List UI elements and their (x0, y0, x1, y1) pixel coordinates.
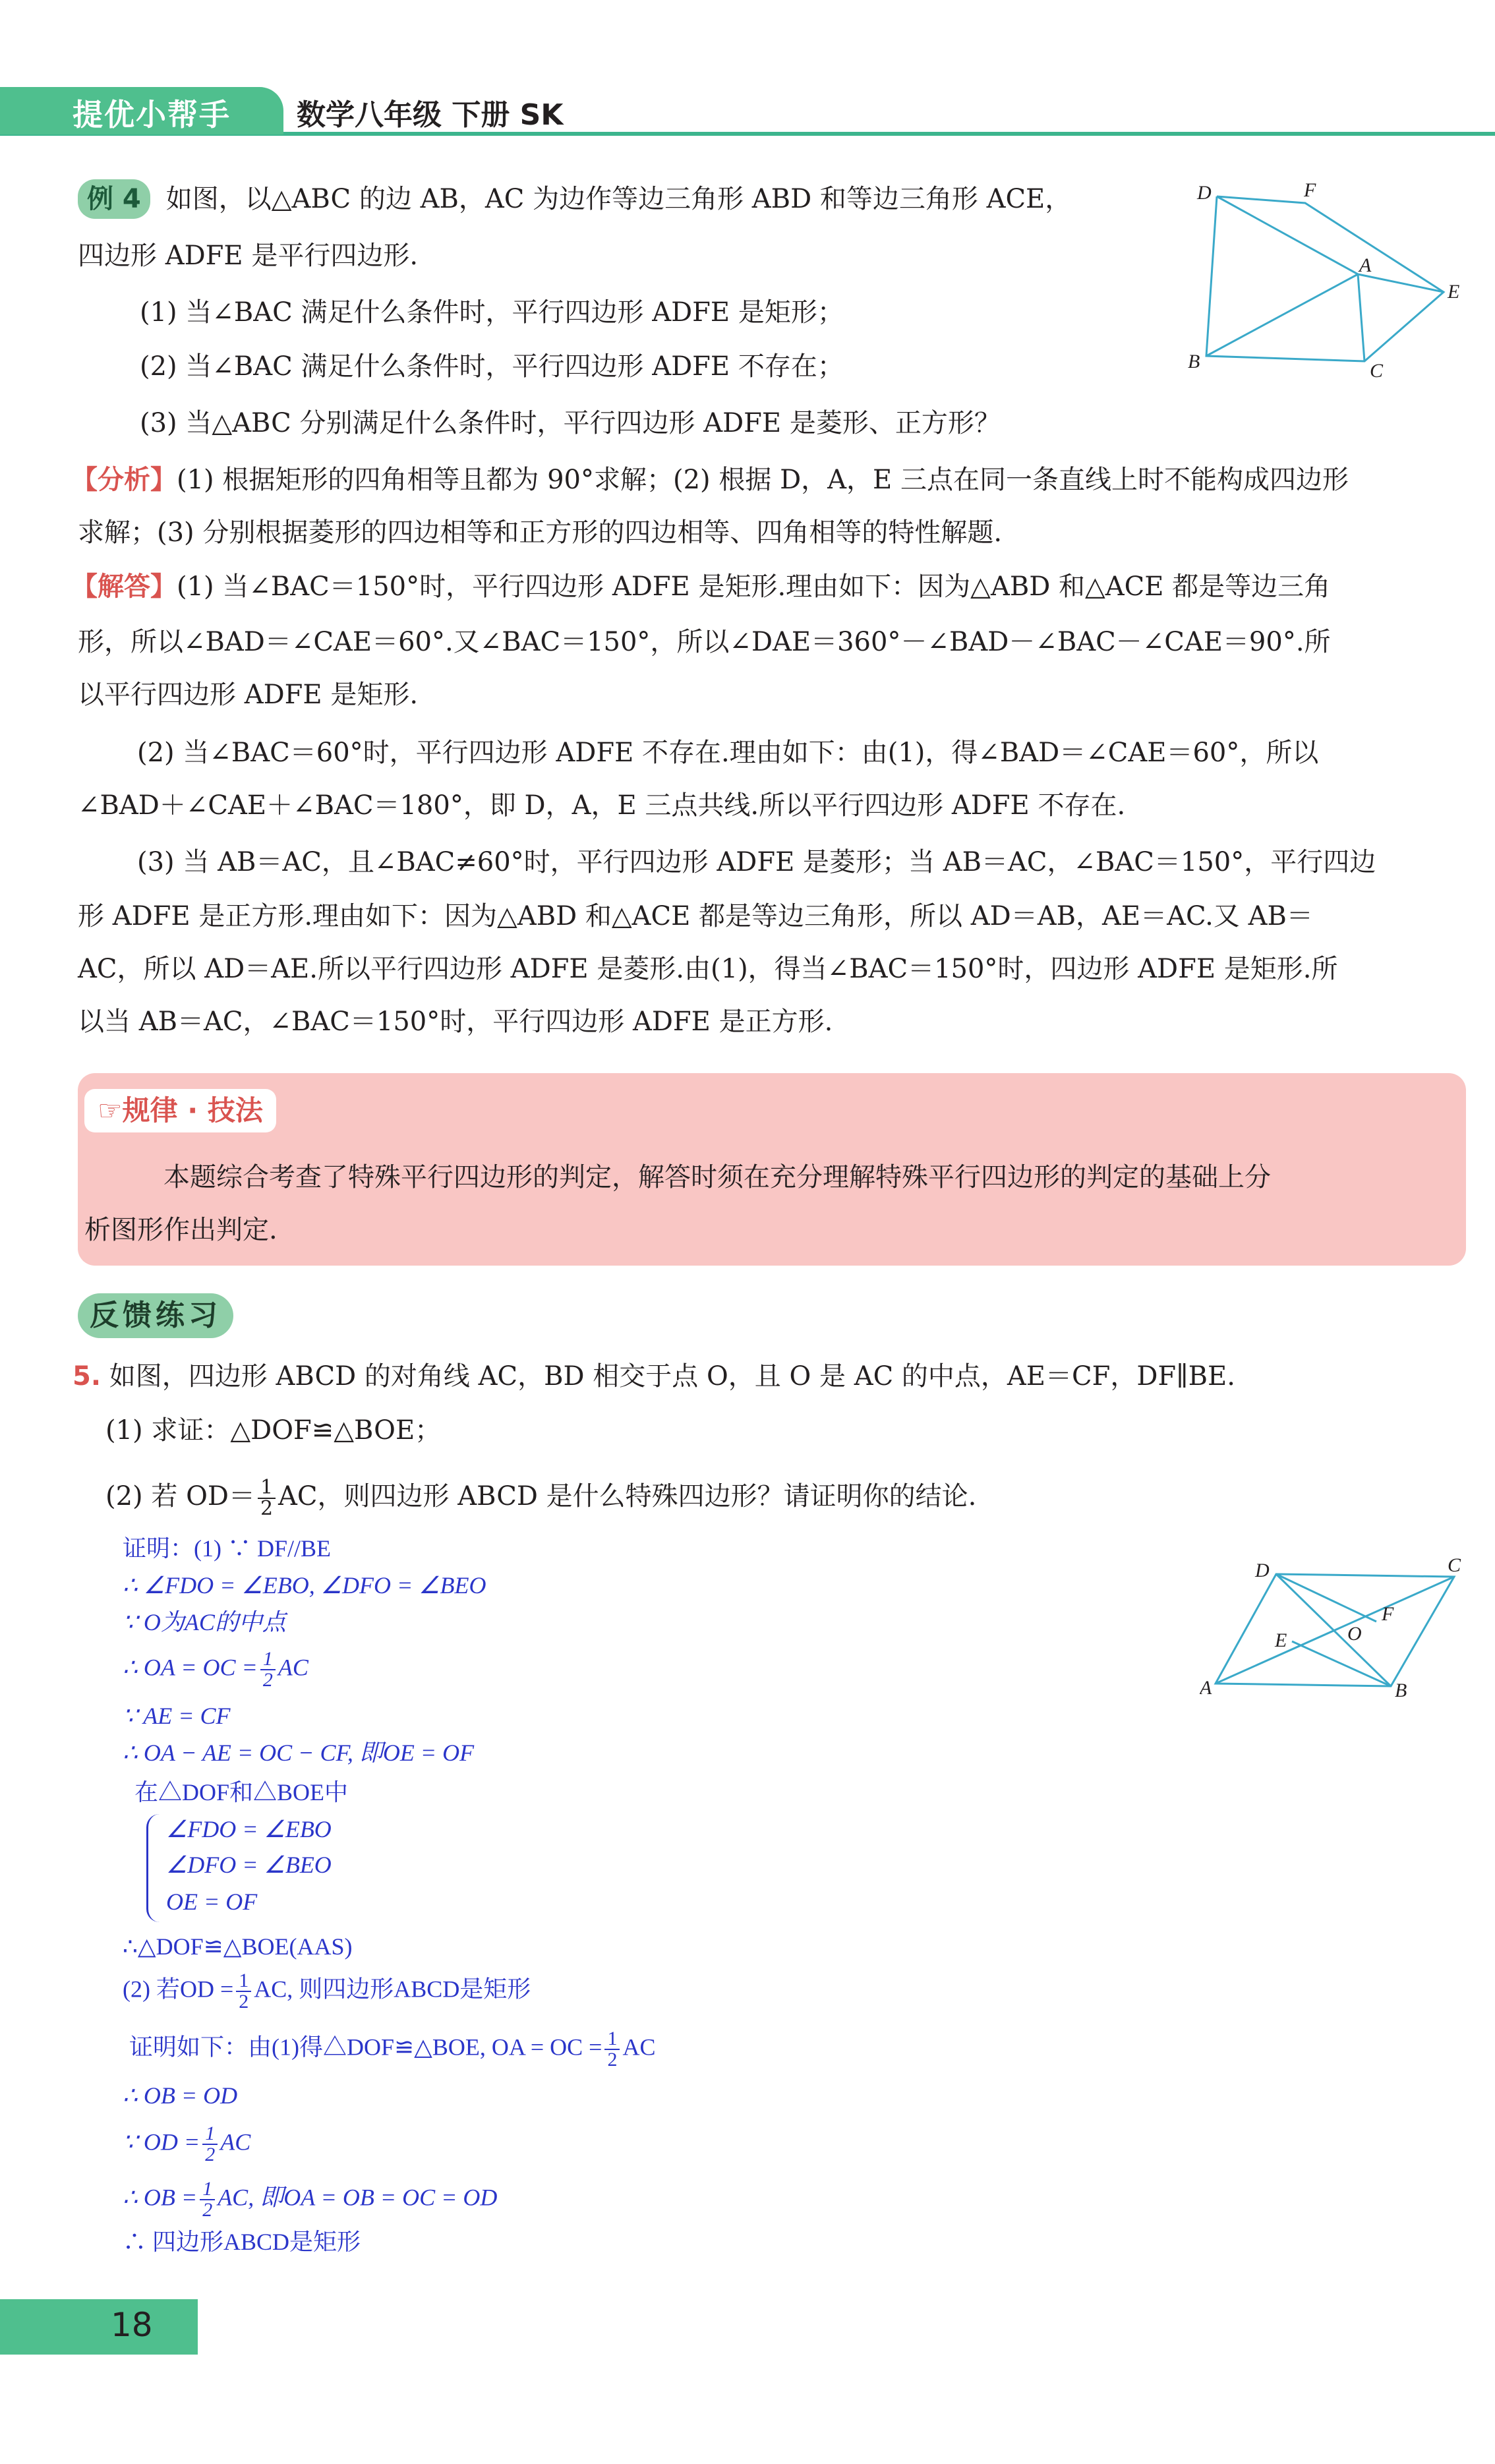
fig2-label-O: O (1347, 1623, 1362, 1645)
answer-line-1: 证明：(1) ∵ DF//BE (123, 1535, 332, 1562)
fig2-DF (1276, 1574, 1376, 1622)
answer-line-3: ∵ O为AC的中点 (123, 1609, 286, 1635)
example-line-1 (78, 179, 1071, 219)
solution-line-5: ∠BAD＋∠CAE＋∠BAC＝180°，即 D，A，E 三点共线.所以平行四边形 ADFE 不存在. (78, 790, 1126, 821)
answer-line-10: OE = OF (166, 1889, 258, 1915)
problem5-q2-post: AC，则四边形 ABCD 是什么特殊四边形？请证明你的结论. (278, 1481, 977, 1511)
solution-line-6: (3) 当 AB＝AC，且∠BAC≠60°时，平行四边形 ADFE 是菱形；当 AB＝AC，∠BAC＝150°，平行四边 (137, 847, 1376, 877)
frac-num: 1 (200, 2179, 215, 2200)
fig1-label-B: B (1188, 351, 1200, 372)
frac-den: 2 (262, 1669, 273, 1691)
answer-line-13-half (604, 2029, 620, 2070)
answer-line-9: ∠DFO = ∠BEO (166, 1852, 332, 1878)
solution-line-8: AC，所以 AD＝AE.所以平行四边形 ADFE 是菱形.由(1)，得当∠BAC＝150°时，四边形 ADFE 是矩形.所 (78, 954, 1338, 984)
answer-line-5: ∵ AE = CF (123, 1703, 231, 1729)
answer-line-15-post: AC (220, 2128, 251, 2156)
solution-line-3: 以平行四边形 ADFE 是矩形. (78, 680, 419, 710)
figure-triangle-parallelogram (1187, 177, 1470, 388)
answer-line-12 (123, 1971, 531, 2012)
frac-num: 1 (604, 2029, 620, 2050)
problem5-q1: (1) 求证：△DOF≌△BOE； (105, 1415, 442, 1446)
answer-line-4-half (260, 1649, 276, 1690)
tip-tag: ☞规律 · 技法 (84, 1089, 276, 1132)
frac-den: 2 (239, 1991, 249, 2012)
fig2-DB (1276, 1574, 1391, 1686)
answer-line-16 (123, 2179, 497, 2220)
frac-num: 1 (260, 1649, 276, 1670)
analysis-line-1 (71, 460, 1349, 500)
answer-line-13-pre: 证明如下：由(1)得△DOF≌△BOE, OA = OC = (129, 2034, 602, 2061)
answer-line-7: 在△DOF和△BOE中 (134, 1779, 349, 1805)
book-title: 数学八年级 下册 SK (297, 98, 564, 132)
answer-line-2: ∴ ∠FDO = ∠EBO, ∠DFO = ∠BEO (123, 1572, 486, 1599)
solution-line-1 (71, 567, 1330, 606)
solution-line-4: (2) 当∠BAC＝60°时，平行四边形 ADFE 不存在.理由如下：由(1)，得∠BAD＝∠CAE＝60°，所以 (137, 738, 1319, 768)
answer-line-11: ∴△DOF≌△BOE(AAS) (123, 1933, 353, 1960)
example-q1: (1) 当∠BAC 满足什么条件时，平行四边形 ADFE 是矩形； (140, 297, 844, 328)
page-number: 18 (111, 2306, 153, 2344)
frac-num: 1 (258, 1478, 276, 1499)
header-tab (0, 87, 283, 134)
frac-den: 2 (205, 2144, 216, 2165)
figure-parallelogram-abcd (1200, 1557, 1463, 1702)
page-number-tab (0, 2299, 198, 2355)
fig2-label-A: A (1200, 1677, 1212, 1699)
answer-line-16-pre: ∴ OB = (123, 2184, 198, 2211)
frac-den: 2 (202, 2199, 213, 2221)
example-q3: (3) 当△ABC 分别满足什么条件时，平行四边形 ADFE 是菱形、正方形？ (140, 408, 1001, 438)
answer-line-16-half (200, 2179, 215, 2220)
example-q2: (2) 当∠BAC 满足什么条件时，平行四边形 ADFE 不存在； (140, 351, 844, 382)
fig2-label-C: C (1448, 1557, 1461, 1576)
answer-line-13-post: AC (622, 2034, 656, 2061)
fig1-AC (1358, 274, 1364, 361)
answer-line-8: ∠FDO = ∠EBO (166, 1816, 332, 1842)
fig1-BA (1206, 274, 1358, 356)
answer-line-6: ∴ OA − AE = OC − CF, 即OE = OF (123, 1740, 475, 1766)
example-text-1: 如图，以△ABC 的边 AB，AC 为边作等边三角形 ABD 和等边三角形 ACE， (165, 184, 1072, 214)
answer-line-4-post: AC (278, 1654, 308, 1681)
fig2-label-B: B (1395, 1680, 1407, 1701)
tip-line-2: 析图形作出判定. (84, 1215, 278, 1245)
fig2-label-F: F (1382, 1603, 1394, 1625)
fig2-EB (1292, 1641, 1391, 1686)
fig1-label-C: C (1370, 360, 1384, 382)
problem5-q2 (105, 1477, 976, 1519)
example-line-2: 四边形 ADFE 是平行四边形. (78, 241, 419, 271)
problem5-q2-half (258, 1478, 276, 1519)
answer-line-17: ∴ 四边形ABCD是矩形 (123, 2229, 361, 2255)
answer-line-12-post: AC, 则四边形ABCD是矩形 (254, 1976, 531, 2003)
fig1-DA (1217, 196, 1358, 274)
fig1-label-E: E (1448, 281, 1460, 303)
solution-tag: 【解答】 (71, 572, 177, 602)
answer-line-12-half (236, 1971, 251, 2012)
frac-den: 2 (260, 1497, 274, 1520)
problem5-stem (73, 1357, 1235, 1396)
answer-line-4-pre: ∴ OA = OC = (123, 1654, 258, 1681)
answer-line-12-pre: (2) 若OD = (123, 1976, 234, 2003)
example-badge: 例 4 (78, 179, 150, 219)
analysis-line-2: 求解；(3) 分别根据菱形的四边相等和正方形的四边相等、四角相等的特性解题. (78, 517, 1003, 548)
fig1-label-D: D (1197, 182, 1212, 204)
feedback-tag: 反馈练习 (78, 1293, 233, 1338)
answer-line-16-post: AC, 即OA = OB = OC = OD (218, 2184, 498, 2211)
tip-line-1: 本题综合考查了特殊平行四边形的判定，解答时须在充分理解特殊平行四边形的判定的基础上分 (163, 1162, 1271, 1192)
header-tab-label: 提优小帮手 (73, 97, 231, 132)
fig1-label-F: F (1304, 179, 1316, 201)
fig2-label-D: D (1255, 1560, 1270, 1581)
analysis-tag: 【分析】 (71, 465, 177, 495)
answer-line-14: ∴ OB = OD (123, 2082, 238, 2109)
problem5-stem-text: 如图，四边形 ABCD 的对角线 AC，BD 相交于点 O，且 O 是 AC 的中点，AE＝CF，DF∥BE. (109, 1361, 1235, 1392)
solution-line-9: 以当 AB＝AC，∠BAC＝150°时，平行四边形 ADFE 是正方形. (78, 1007, 833, 1037)
answer-brace (146, 1814, 160, 1922)
answer-line-15-half (202, 2124, 218, 2165)
problem5-q2-pre: (2) 若 OD＝ (105, 1481, 255, 1511)
frac-den: 2 (607, 2049, 618, 2070)
solution-line-2: 形，所以∠BAD＝∠CAE＝60°.又∠BAC＝150°，所以∠DAE＝360°－∠BAD－∠BAC－∠CAE＝90°.所 (78, 627, 1331, 657)
frac-num: 1 (202, 2124, 218, 2145)
problem5-number: 5. (73, 1361, 102, 1392)
analysis-text-1: (1) 根据矩形的四角相等且都为 90°求解；(2) 根据 D，A，E 三点在同一条直线上时不能构成四边形 (177, 465, 1349, 495)
answer-line-4 (123, 1649, 308, 1690)
answer-line-13 (129, 2029, 656, 2070)
answer-line-15 (123, 2124, 250, 2165)
fig2-label-E: E (1275, 1629, 1287, 1651)
solution-line-7: 形 ADFE 是正方形.理由如下：因为△ABD 和△ACE 都是等边三角形，所以 AD＝AB，AE＝AC.又 AB＝ (78, 901, 1313, 931)
solution-text-1: (1) 当∠BAC＝150°时，平行四边形 ADFE 是矩形.理由如下：因为△ABD 和△ACE 都是等边三角 (177, 572, 1331, 602)
answer-line-15-pre: ∵ OD = (123, 2128, 200, 2156)
fig1-label-A: A (1359, 254, 1372, 276)
frac-num: 1 (236, 1971, 251, 1992)
